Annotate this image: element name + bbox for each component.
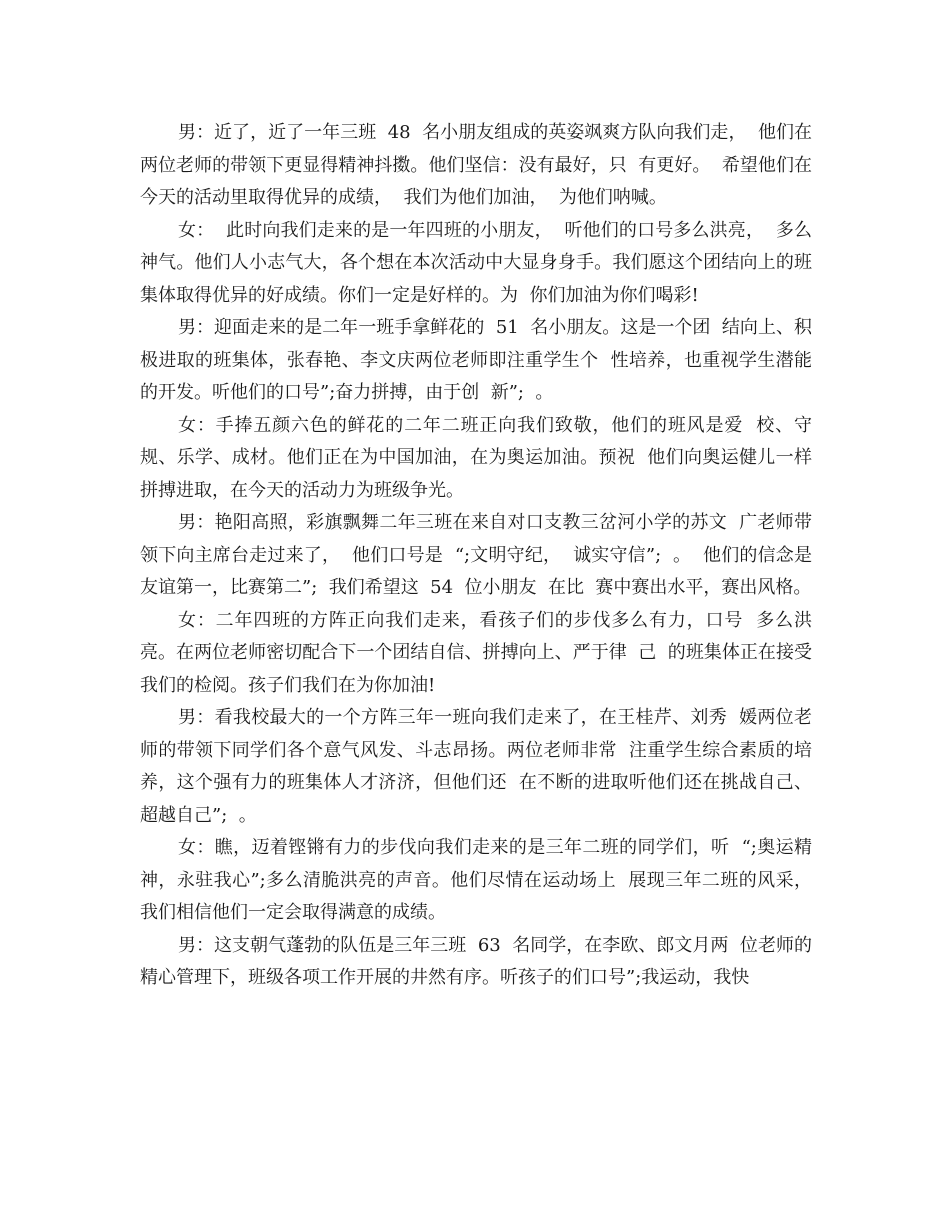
paragraph-9-line-2: 的精心管理下，班级各项工作开展的井然有序。听孩子的们口号”;我运动，我快 [140,934,812,988]
paragraph-5-line-3: 信念是友谊第一，比赛第二”; 我们希望这 54 位小朋友 在比 赛中赛出水平，赛 [140,544,813,598]
document-page [140,117,812,995]
paragraph-4-line-1: 女：手捧五颜六色的鲜花的二年二班正向我们致敬，他们的班风是爱 校、守 [178,414,812,436]
paragraph-3 [140,312,812,410]
paragraph-1-line-2: 在两位老师的带领下更显得精神抖擞。他们坚信：没有最好，只 有更好。 希望他 [140,122,812,176]
paragraph-7-line-4: 自己、超越自己”; 。 [140,772,812,826]
paragraph-4-line-3: 样拼搏进取，在今天的活动力为班级争光。 [140,447,812,501]
paragraph-8-line-1: 女：瞧，迈着铿锵有力的步伐向我们走来的是三年二班的同学们，听 “;奥运 [178,837,794,858]
paragraph-4-line-2: 规、乐学、成材。他们正在为中国加油，在为奥运加油。预祝 他们向奥运健儿一 [140,447,794,468]
paragraph-1-line-3: 们在今天的活动里取得优异的成绩， 我们为他们加油， 为他们呐喊。 [140,154,812,208]
paragraph-6 [140,605,812,703]
paragraph-5-line-4: 出风格。 [739,577,812,598]
paragraph-3-line-2: 积极进取的班集体，张春艳、李文庆两位老师即注重学生个 性培养，也重视学生 [140,317,812,371]
paragraph-9 [140,930,812,995]
paragraph-6-line-2: 亮。在两位老师密切配合下一个团结自信、拼搏向上、严于律 己 的班集体正在接 [140,642,794,663]
paragraph-2-line-2: 么神气。他们人小志气大，各个想在本次活动中大显身身手。我们愿这个团结向上 [140,219,812,273]
paragraph-7-line-3: 的培养，这个强有力的班集体人才济济，但他们还 在不断的进取听他们还在挑战 [140,739,812,793]
paragraph-6-line-1: 女：二年四班的方阵正向我们走来，看孩子们的步伐多么有力，口号 多么洪 [178,609,812,631]
paragraph-8-line-2: 精神，永驻我心”;多么清脆洪亮的声音。他们尽情在运动场上 展现三年二班的风 [140,837,812,891]
paragraph-5 [140,507,812,605]
paragraph-1 [140,117,812,215]
paragraph-1-line-1: 男：近了，近了一年三班 48 名小朋友组成的英姿飒爽方队向我们走， 他们 [178,122,794,143]
paragraph-5-line-2: 带领下向主席台走过来了， 他们口号是 “;文明守纪， 诚实守信”; 。 他们的 [140,512,812,566]
paragraph-3-line-3: 潜能的开发。听他们的口号”;奋力拼搏，由于创 新”; 。 [140,349,812,403]
paragraph-2 [140,215,812,313]
paragraph-6-line-3: 受我们的检阅。孩子们我们在为你加油! [140,642,812,696]
paragraph-7-line-1: 男：看我校最大的一个方阵三年一班向我们走来了，在王桂芹、刘秀 媛两位 [178,707,794,728]
paragraph-4 [140,410,812,508]
paragraph-7 [140,702,812,832]
paragraph-5-line-1: 男：艳阳高照，彩旗飘舞二年三班在来自对口支教三岔河小学的苏文 广老师 [178,512,794,533]
paragraph-8-line-3: 采，我们相信他们一定会取得满意的成绩。 [140,869,812,923]
paragraph-2-line-3: 的班集体取得优异的好成绩。你们一定是好样的。为 你们加油为你们喝彩! [140,252,813,306]
paragraph-2-line-1: 女： 此时向我们走来的是一年四班的小朋友， 听他们的口号多么洪亮， 多 [178,219,794,241]
paragraph-8 [140,832,812,930]
paragraph-9-line-1: 男：这支朝气蓬勃的队伍是三年三班 63 名同学，在李欧、郎文月两 位老师 [178,934,794,956]
paragraph-3-line-1: 男：迎面走来的是二年一班手拿鲜花的 51 名小朋友。这是一个团 结向上、 [178,317,794,338]
paragraph-7-line-2: 老师的带领下同学们各个意气风发、斗志昂扬。两位老师非常 注重学生综合素质 [140,707,812,761]
